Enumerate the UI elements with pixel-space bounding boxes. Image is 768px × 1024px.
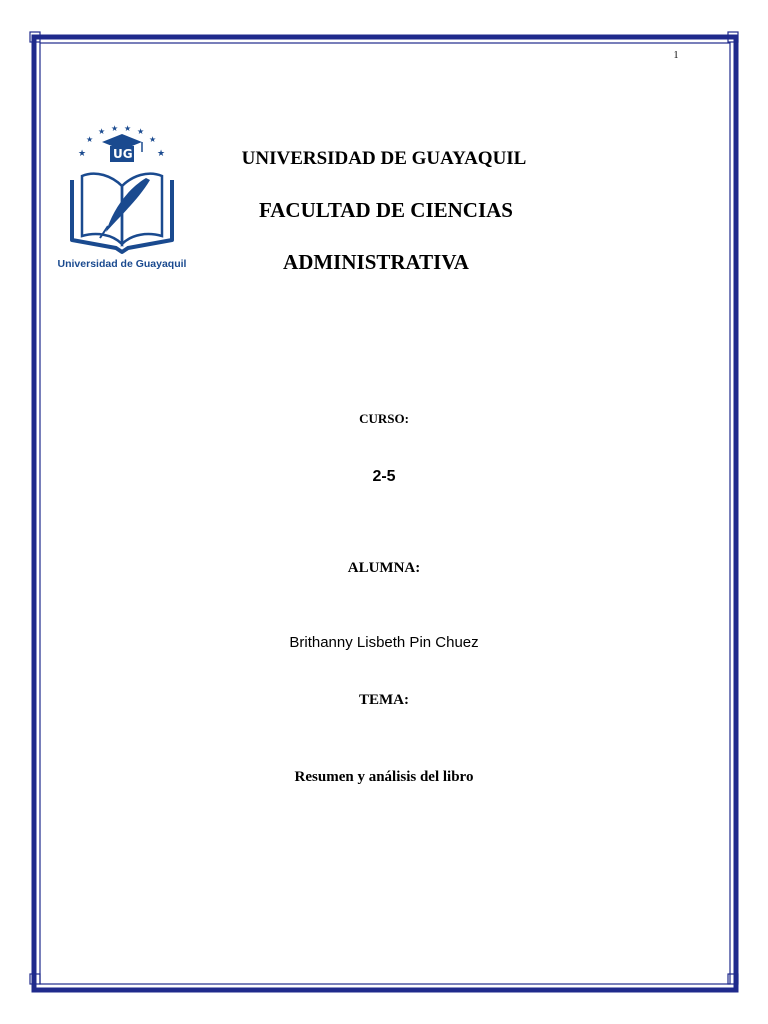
university-name: UNIVERSIDAD DE GUAYAQUIL bbox=[241, 148, 527, 169]
faculty-name-line1: FACULTAD DE CIENCIAS bbox=[259, 198, 513, 222]
svg-text:★: ★ bbox=[78, 149, 87, 159]
svg-text:★: ★ bbox=[111, 124, 119, 133]
svg-text:★: ★ bbox=[124, 124, 132, 133]
logo-caption: Universidad de Guayaquil bbox=[57, 258, 187, 270]
course-label: CURSO: bbox=[359, 411, 409, 426]
svg-text:★: ★ bbox=[149, 135, 157, 144]
student-name: Brithanny Lisbeth Pin Chuez bbox=[289, 634, 479, 651]
logo-monogram: UG bbox=[113, 147, 133, 161]
course-value: 2-5 bbox=[372, 468, 396, 485]
faculty-name-line2: ADMINISTRATIVA bbox=[283, 250, 469, 274]
svg-text:★: ★ bbox=[157, 149, 166, 159]
page-number: 1 bbox=[673, 50, 679, 61]
student-label: ALUMNA: bbox=[347, 560, 421, 576]
svg-text:★: ★ bbox=[137, 127, 145, 136]
topic-value: Resumen y análisis del libro bbox=[294, 769, 474, 785]
svg-text:★: ★ bbox=[98, 127, 106, 136]
topic-label: TEMA: bbox=[359, 692, 409, 708]
svg-text:★: ★ bbox=[86, 135, 94, 144]
